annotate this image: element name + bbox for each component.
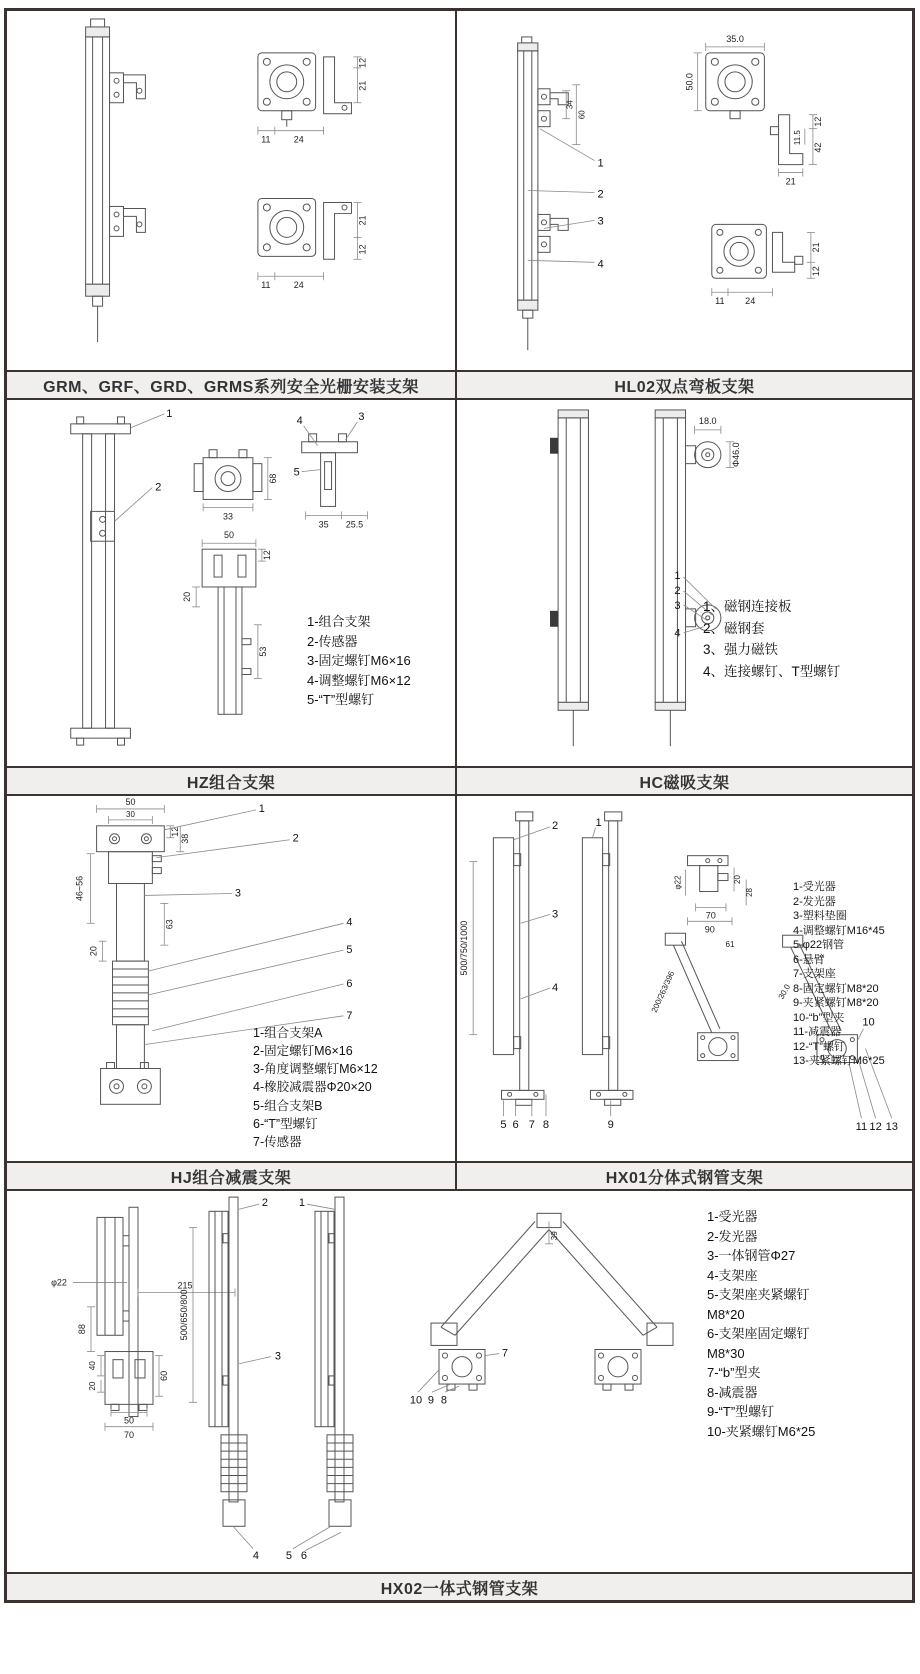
- parts-list-item: 3-一体钢管Φ27: [707, 1248, 796, 1263]
- row-2: [7, 400, 912, 796]
- dim-label: 12: [261, 550, 272, 561]
- dim-label: 500/750/1000: [459, 920, 470, 976]
- dim-label: φ22: [673, 875, 683, 890]
- callout-number: 2: [261, 1197, 269, 1210]
- parts-list-item: 4-调整螺钉M16*45: [793, 924, 885, 937]
- parts-list-item: M8*30: [707, 1345, 745, 1361]
- dim-label: 20: [182, 591, 193, 602]
- dim-label: 24: [745, 296, 756, 307]
- callout-number: 2: [292, 832, 299, 845]
- dim-label: 60: [577, 110, 587, 120]
- parts-list-item: 1、磁钢连接板: [703, 599, 792, 614]
- parts-list-item: 9-夹紧螺钉M8*20: [793, 997, 879, 1010]
- dim-label: 28: [745, 888, 755, 897]
- dim-label: 70: [705, 910, 716, 921]
- callout-number: 4: [674, 627, 681, 640]
- parts-list-item: 4-支架座: [707, 1267, 758, 1283]
- callout-number: 2: [551, 819, 559, 832]
- dim-label: 200/263/396: [649, 969, 677, 1014]
- dim-label: 46~56: [74, 875, 85, 902]
- parts-list-item: 4-橡胶减震器Φ20×20: [253, 1080, 372, 1095]
- callout-number: 7: [528, 1119, 535, 1132]
- hz-parts-list: [307, 612, 411, 710]
- dim-label: 42: [812, 142, 824, 153]
- parts-list-item: 3、强力磁铁: [703, 642, 779, 658]
- parts-list-item: 3-塑料垫圈: [793, 910, 847, 923]
- callout-number: 2: [597, 188, 604, 201]
- parts-list-item: 1-受光器: [793, 881, 836, 893]
- dim-label: 20: [88, 946, 99, 957]
- panel-hx02: [7, 1191, 912, 1600]
- hl02-caption: HL02双点弯板支架: [457, 370, 912, 398]
- hj-caption: HJ组合减震支架: [7, 1161, 455, 1189]
- parts-list-item: 3-固定螺钉M6×16: [307, 653, 411, 668]
- callout-number: 6: [300, 1549, 308, 1562]
- dim-label: 18.0: [698, 415, 717, 426]
- parts-list-item: 1-组合支架A: [253, 1026, 323, 1040]
- parts-list-item: 8-固定螺钉M8*20: [793, 982, 879, 995]
- dim-label: 12: [810, 266, 821, 277]
- parts-list-item: 4-调整螺钉M6×12: [307, 672, 411, 688]
- callout-number: 1: [595, 816, 602, 829]
- dim-label: 30: [126, 809, 135, 819]
- dim-label: 70: [123, 1429, 135, 1440]
- callout-number: 5: [346, 944, 353, 957]
- hx02-parts-list: [707, 1207, 815, 1441]
- dim-label: 68: [267, 473, 278, 484]
- parts-list-item: 4、连接螺钉、T型螺钉: [703, 663, 841, 679]
- callout-number: 7: [501, 1347, 509, 1360]
- hz-caption: HZ组合支架: [7, 766, 455, 794]
- dim-label: 24: [293, 134, 304, 145]
- hx02-caption: HX02一体式钢管支架: [7, 1572, 912, 1600]
- dim-label: 33: [223, 511, 233, 522]
- dim-label: 50: [125, 796, 136, 807]
- dim-label: 11: [261, 280, 271, 291]
- callout-number: 10: [409, 1394, 423, 1407]
- dim-label: 34: [565, 100, 575, 110]
- parts-list-item: 6-支架座固定螺钉: [707, 1326, 810, 1341]
- callout-number: 4: [551, 982, 559, 994]
- callout-number: 1: [166, 407, 173, 420]
- callout-number: 3: [358, 410, 365, 423]
- hl02-technical-drawing: [457, 11, 912, 370]
- callout-number: 8: [542, 1119, 550, 1132]
- hx02-drawing-area: [7, 1191, 912, 1572]
- hz-technical-drawing: [7, 400, 455, 766]
- callout-number: 4: [346, 916, 353, 929]
- parts-list-item: 5-组合支架B: [253, 1098, 323, 1113]
- parts-list-item: 7-支架座: [793, 968, 836, 981]
- dim-label: 88: [77, 1324, 87, 1335]
- parts-list-item: 2-发光器: [707, 1228, 758, 1244]
- parts-list-item: 1-组合支架: [307, 614, 371, 629]
- callout-number: 10: [862, 1016, 875, 1029]
- callout-number: 5: [500, 1119, 507, 1132]
- grm-technical-drawing: [7, 11, 455, 370]
- dim-label: 90: [704, 924, 715, 935]
- callout-number: 4: [597, 258, 604, 271]
- dim-label: 35.0: [726, 33, 744, 44]
- parts-list-item: M8*20: [707, 1306, 745, 1322]
- dim-label: 30.0: [776, 982, 793, 1001]
- hj-drawing-area: [7, 796, 455, 1161]
- dim-label: 61: [725, 940, 735, 950]
- hl02-drawing-area: [457, 11, 912, 370]
- bracket-catalog-grid: [4, 8, 915, 1603]
- callout-number: 3: [551, 908, 559, 921]
- panel-hx01: [457, 796, 912, 1189]
- dim-label: 12: [357, 244, 368, 255]
- callout-number: 1: [597, 157, 604, 170]
- parts-list-item: 6-“T”型螺钉: [253, 1116, 318, 1131]
- dim-label: 21: [810, 242, 821, 253]
- panel-hj: [7, 796, 457, 1189]
- callout-number: 11: [855, 1121, 868, 1134]
- row-3: [7, 796, 912, 1191]
- callout-number: 1: [258, 802, 265, 815]
- callout-number: 9: [427, 1394, 435, 1407]
- panel-hc: [457, 400, 912, 794]
- parts-list-item: 11-减震器: [793, 1026, 842, 1039]
- panel-grm: [7, 11, 457, 398]
- callout-number: 1: [298, 1197, 306, 1210]
- dim-label: 215: [177, 1280, 193, 1291]
- dim-label: 20: [88, 1381, 97, 1391]
- parts-list-item: 7-传感器: [253, 1134, 302, 1149]
- dim-label: 60: [159, 1370, 169, 1381]
- hc-technical-drawing: [457, 400, 912, 766]
- parts-list-item: 2-发光器: [793, 895, 836, 908]
- dim-label: 12: [170, 826, 181, 837]
- callout-number: 2: [155, 481, 162, 494]
- callout-number: 3: [234, 887, 242, 900]
- dim-label: 50: [224, 530, 234, 541]
- grm-caption: GRM、GRF、GRD、GRMS系列安全光栅安装支架: [7, 370, 455, 398]
- dim-label: 50: [123, 1415, 135, 1426]
- dim-label: 39: [550, 1231, 559, 1241]
- callout-number: 5: [293, 466, 300, 479]
- callout-number: 12: [869, 1121, 882, 1134]
- parts-list-item: 6-悬臂: [793, 953, 825, 966]
- parts-list-item: 10-夹紧螺钉M6*25: [707, 1423, 816, 1439]
- parts-list-item: 2、磁钢套: [703, 620, 765, 636]
- dim-label: 21: [357, 80, 368, 91]
- callout-number: 7: [346, 1009, 353, 1022]
- parts-list-item: 2-固定螺钉M6×16: [253, 1044, 353, 1059]
- row-4: [7, 1191, 912, 1600]
- dim-label: 20: [733, 875, 743, 884]
- parts-list-item: 5-φ22钢管: [793, 939, 845, 952]
- callout-number: 5: [285, 1549, 293, 1562]
- callout-number: 6: [346, 977, 353, 990]
- hx01-parts-list: [793, 880, 885, 1069]
- parts-list-item: 8-减震器: [707, 1384, 758, 1400]
- hx01-caption: HX01分体式钢管支架: [457, 1161, 912, 1189]
- grm-drawing-area: [7, 11, 455, 370]
- dim-label: 21: [785, 176, 796, 187]
- parts-list-item: 12-“T”螺钉: [793, 1040, 845, 1053]
- dim-label: 35: [318, 519, 329, 530]
- callout-number: 13: [885, 1121, 898, 1134]
- parts-list-item: 10-“b”型夹: [793, 1011, 845, 1024]
- callout-number: 3: [597, 215, 604, 228]
- dim-label: 12: [812, 116, 824, 127]
- dim-label: 40: [88, 1361, 97, 1371]
- parts-list-item: 7-“b”型夹: [707, 1365, 761, 1380]
- parts-list-item: 3-角度调整螺钉M6×12: [253, 1062, 378, 1077]
- callout-number: 3: [274, 1350, 282, 1363]
- dim-label: 25.5: [345, 519, 364, 530]
- dim-label: Φ46.0: [731, 442, 742, 467]
- dim-label: 12: [357, 57, 368, 68]
- parts-list-item: 1-受光器: [707, 1209, 758, 1224]
- parts-list-item: 13-夹紧螺钉M6*25: [793, 1055, 885, 1068]
- dim-label: 24: [293, 280, 304, 291]
- dim-label: 38: [180, 833, 191, 844]
- callout-number: 6: [512, 1119, 519, 1132]
- dim-label: 11: [261, 134, 271, 145]
- hj-parts-list: [253, 1024, 378, 1151]
- dim-label: 21: [357, 215, 368, 226]
- parts-list-item: 5-支架座夹紧螺钉: [707, 1287, 810, 1302]
- dim-label: 11.5: [792, 130, 802, 146]
- panel-hl02: [457, 11, 912, 398]
- hc-drawing-area: [457, 400, 912, 766]
- callout-number: 2: [674, 585, 681, 597]
- callout-number: 1: [674, 570, 681, 582]
- parts-list-item: 9-“T”型螺钉: [707, 1404, 775, 1419]
- dim-label: 11: [715, 296, 725, 307]
- dim-label: φ22: [51, 1277, 67, 1288]
- dim-label: 53: [257, 646, 268, 657]
- hx01-drawing-area: [457, 796, 912, 1161]
- dim-label: 63: [164, 919, 175, 930]
- parts-list-item: 5-“T”型螺钉: [307, 692, 375, 707]
- dim-label: 500/650/800: [179, 1289, 189, 1341]
- callout-number: 4: [252, 1549, 260, 1562]
- row-1: [7, 11, 912, 400]
- dim-label: 50.0: [684, 73, 695, 91]
- callout-number: 9: [607, 1119, 614, 1132]
- callout-number: 8: [440, 1394, 448, 1407]
- hc-caption: HC磁吸支架: [457, 766, 912, 794]
- parts-list-item: 2-传感器: [307, 633, 358, 649]
- callout-number: 3: [674, 599, 681, 612]
- hz-drawing-area: [7, 400, 455, 766]
- hj-technical-drawing: [7, 796, 455, 1161]
- panel-hz: [7, 400, 457, 794]
- callout-number: 4: [296, 414, 303, 427]
- hc-parts-list: [703, 596, 840, 682]
